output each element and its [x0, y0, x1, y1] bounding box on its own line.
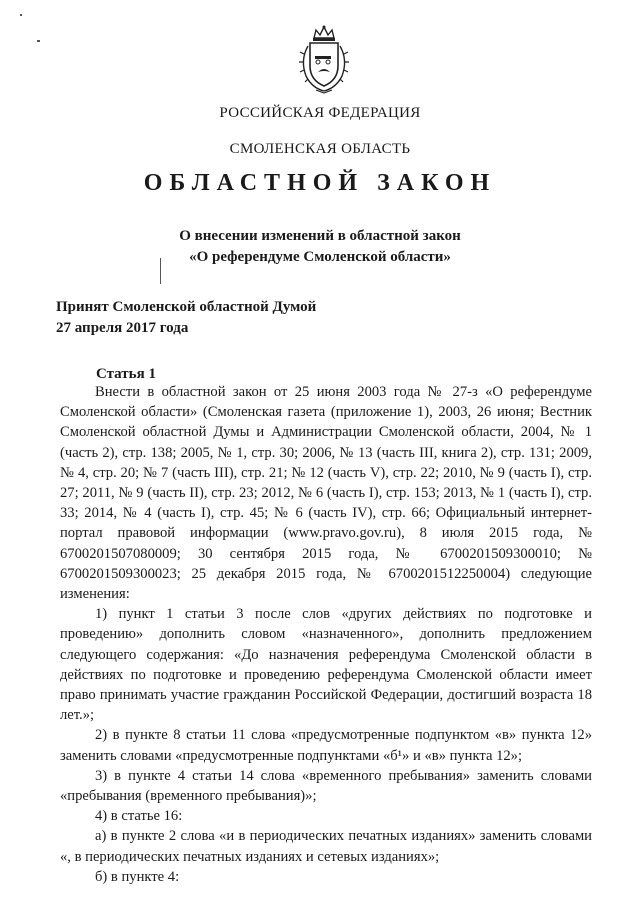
scan-mark — [20, 14, 22, 16]
law-subject-line-2: «О референдуме Смоленской области» — [189, 249, 451, 265]
document-type-title: ОБЛАСТНОЙ ЗАКОН — [143, 170, 497, 196]
scan-mark — [160, 258, 161, 284]
article-paragraph: 4) в статье 16: — [95, 808, 183, 825]
scan-mark — [37, 40, 40, 42]
adoption-info — [56, 297, 316, 339]
article-paragraph: 3) в пункте 4 статьи 14 слова «временного пребывания» заменить словами «пребывания (временного пребывания)»; — [60, 767, 592, 805]
article-heading: Статья 1 — [96, 366, 156, 382]
article-paragraph: Внести в областной закон от 25 июня 2003 года № 27-з «О референдуме Смоленской области» (Смоленская газета (приложение 1), 2003, 26 июня; Вестник Смоленской областной Думы и Администрации Смоленской области, 2004, № 1 (часть 2), стр. 138; 2005, № 1, стр. 30; 2006, № 13 (часть III, книга 2), стр. 131; 2009, № 4, стр. 20; № 7 (часть III), стр. 21; № 12 (часть V), стр. 22; 2010, № 9 (часть I), стр. 27; 2011, № 9 (часть II), стр. 23; 2012, № 6 (часть I), стр. 153; 2013, № 1 (часть I), стр. 33; 2014, № 4 (часть I), стр. 45; № 6 (часть IV), стр. 66; Официальный интернет-портал правовой информации (www.pravo.gov.ru), 8 июля 2015 года, № 6700201507080009; 30 сентября 2015 года, № 6700201509300010; № 6700201509300023; 25 декабря 2015 года, № 6700201512250004) следующие изменения: — [60, 384, 592, 603]
article-paragraph: а) в пункте 2 слова «и в периодических печатных изданиях» заменить словами «, в периодических печатных изданиях и сетевых изданиях»; — [60, 828, 592, 865]
region-name: СМОЛЕНСКАЯ ОБЛАСТЬ — [229, 141, 411, 157]
article-paragraph: б) в пункте 4: — [95, 868, 180, 885]
adoption-body: Принят Смоленской областной Думой — [56, 299, 317, 315]
article-body — [60, 382, 592, 887]
article-paragraph: 2) в пункте 8 статьи 11 слова «предусмотренные подпунктом «в» пункта 12» заменить словами «предусмотренные подпунктами «б¹» и «в» пункта 12»; — [60, 727, 592, 764]
coat-of-arms-emblem — [294, 24, 354, 94]
article-paragraph: 1) пункт 1 статьи 3 после слов «других действиях по подготовке и проведению» дополнить словом «назначенного», дополнить предложением следующего содержания: «До назначения референдума Смоленской области в действиях по подготовке и проведению референдума Смоленской области имеет право принимать участие гражданин Российской Федерации, достигший возраста 18 лет.»; — [60, 606, 592, 724]
adoption-date: 27 апреля 2017 года — [56, 320, 189, 336]
law-subject-line-1: О внесении изменений в областной закон — [179, 228, 461, 244]
country-name: РОССИЙСКАЯ ФЕДЕРАЦИЯ — [219, 105, 421, 121]
law-subject — [0, 226, 640, 268]
